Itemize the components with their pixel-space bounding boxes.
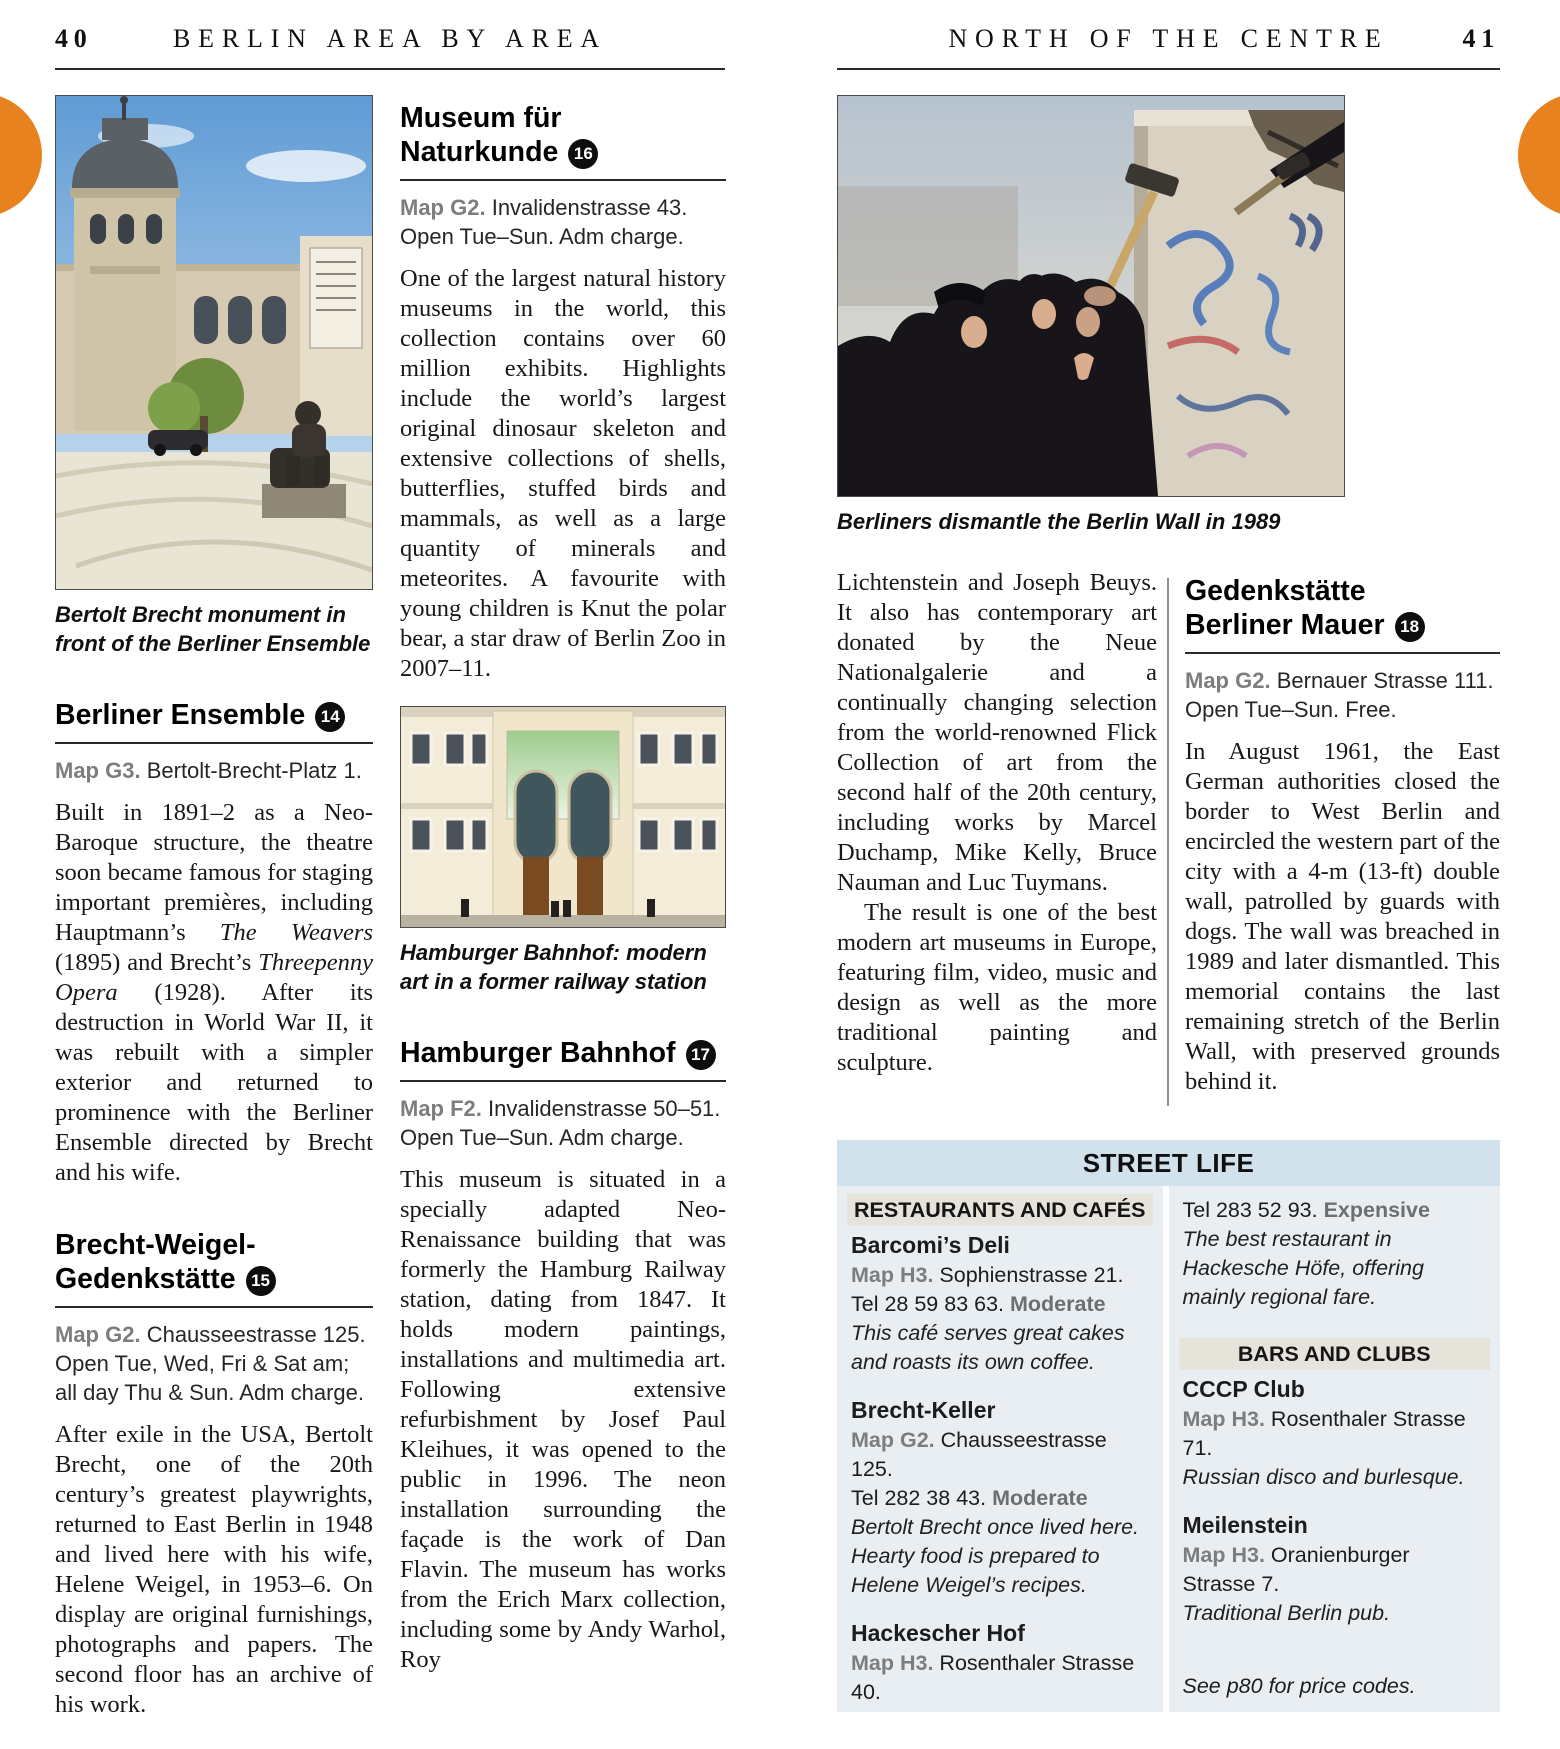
- section-body: After exile in the USA, Bertolt Brecht, one of the 20th century’s greatest playwrights, returned to East Berlin in 1948 and lived here with his wife, Helene Weigel, in 1953–6. On display are original furnishings, photographs and papers. The second floor has an archive of his work.: [55, 1421, 373, 1718]
- section-gedenkstaette: [1185, 574, 1500, 1097]
- list-item-hackescher-hof: [851, 1618, 1149, 1707]
- bars-header: BARS AND CLUBS: [1179, 1338, 1491, 1370]
- brecht-photo-caption: Bertolt Brecht monument in front of the Berliner Ensemble: [55, 602, 371, 656]
- section-rule: [55, 742, 373, 744]
- sight-number-badge: 18: [1395, 612, 1425, 642]
- page-header-right: [837, 24, 1500, 54]
- section-title: Berliner Ensemble 14: [55, 698, 373, 732]
- venue-tel-line: Tel 283 52 93. Expensive: [1182, 1198, 1430, 1222]
- list-item-meilenstein: [1183, 1510, 1487, 1628]
- section-body: Built in 1891–2 as a Neo-Baroque structure, the theatre soon became famous for staging important premières, including Hauptmann’s The Weavers (1895) and Brecht’s Threepenny Opera (1928). After its destruction in World War II, it was rebuilt with a simpler exterior and returned to prominence with the Berliner Ensemble directed by Brecht and his wife.: [55, 799, 373, 1186]
- list-item-hackescher-hof-continued: [1183, 1196, 1487, 1312]
- venue-description: Bertolt Brecht once lived here. Hearty food is prepared to Helene Weigel’s recipes.: [851, 1515, 1140, 1597]
- section-body: One of the largest natural history museums in the world, this collection contains over 60 million exhibits. Highlights include the world’s largest original dinosaur skeleton and extensive collections of shells, butterflies, stuffed birds and mammals, as well as a large quantity of minerals and meteorites. A favourite with young children is Knut the polar bear, a star draw of Berlin Zoo in 2007–11.: [400, 265, 726, 682]
- list-item-barcomis: [851, 1230, 1149, 1377]
- venue-map-line: Map G2. Chausseestrasse 125.: [851, 1428, 1107, 1481]
- venue-name: Hackescher Hof: [851, 1620, 1025, 1646]
- map-info-line: Map G2. Invalidenstrasse 43. Open Tue–Sun. Adm charge.: [400, 195, 688, 249]
- price-badge: Moderate: [992, 1486, 1088, 1510]
- venue-tel-line: Tel 28 59 83 63. Moderate: [851, 1292, 1106, 1316]
- venue-tel-line: Tel 282 38 43. Moderate: [851, 1486, 1088, 1510]
- street-life-title: STREET LIFE: [837, 1140, 1500, 1186]
- right-page-photo-block: [837, 95, 1345, 536]
- hamburger-bahnhof-photo: [400, 706, 726, 928]
- header-rule-left: [55, 68, 725, 70]
- section-title: Gedenkstätte Berliner Mauer 18: [1185, 574, 1500, 642]
- hamburger-bahnhof-figure: [400, 706, 726, 996]
- venue-name: Meilenstein: [1182, 1512, 1308, 1538]
- section-rule: [1185, 652, 1500, 654]
- venue-map-line: Map H3. Oranienburger Strasse 7.: [1182, 1543, 1410, 1596]
- section-berliner-ensemble: [55, 698, 373, 1188]
- section-brecht-weigel: [55, 1228, 373, 1720]
- venue-name: Barcomi’s Deli: [851, 1232, 1010, 1258]
- sight-number-badge: 17: [686, 1040, 716, 1070]
- sight-number-badge: 15: [246, 1266, 276, 1296]
- page-edge-tab-right: [1518, 93, 1560, 217]
- page-number-right: 41: [1462, 24, 1500, 53]
- right-page-column-2: [1185, 568, 1500, 1097]
- street-life-right-column: [1169, 1186, 1501, 1712]
- list-item-brecht-keller: [851, 1395, 1149, 1600]
- price-badge: Expensive: [1323, 1198, 1430, 1222]
- berlin-wall-figure: [837, 95, 1345, 536]
- running-head-right: NORTH OF THE CENTRE: [948, 24, 1389, 53]
- section-rule: [400, 1080, 726, 1082]
- section-naturkunde: [400, 101, 726, 684]
- right-page-column-1: [837, 568, 1157, 1078]
- venue-description: Russian disco and burlesque.: [1182, 1465, 1465, 1489]
- section-hamburger-bahnhof: [400, 1036, 726, 1675]
- bahnhof-photo-caption: Hamburger Bahnhof: modern art in a former railway station: [400, 940, 707, 994]
- continuation-paragraph-2: The result is one of the best modern art museums in Europe, featuring film, video, music and design as well as the more traditional painting and sculpture.: [837, 899, 1157, 1076]
- running-head-left: BERLIN AREA BY AREA: [173, 24, 607, 53]
- venue-description: This café serves great cakes and roasts its own coffee.: [851, 1321, 1125, 1374]
- section-rule: [55, 1306, 373, 1308]
- header-rule-right: [837, 68, 1500, 70]
- page-number-left: 40: [55, 24, 93, 53]
- street-life-box: [837, 1140, 1500, 1712]
- list-item-cccp-club: [1183, 1374, 1487, 1492]
- venue-description: Traditional Berlin pub.: [1182, 1601, 1391, 1625]
- wall-photo-caption: Berliners dismantle the Berlin Wall in 1989: [837, 509, 1281, 534]
- brecht-monument-photo: [55, 95, 373, 590]
- map-info-line: Map G3. Bertolt-Brecht-Platz 1.: [55, 758, 362, 783]
- section-rule: [400, 179, 726, 181]
- column-divider: [1167, 578, 1169, 1106]
- map-info-line: Map G2. Bernauer Strasse 111. Open Tue–Sun. Free.: [1185, 668, 1494, 722]
- price-badge: Moderate: [1010, 1292, 1106, 1316]
- map-info-line: Map F2. Invalidenstrasse 50–51. Open Tue–Sun. Adm charge.: [400, 1096, 721, 1150]
- page-edge-tab-left: [0, 93, 42, 217]
- street-life-left-column: [837, 1186, 1169, 1712]
- price-codes-note: See p80 for price codes.: [1182, 1674, 1416, 1698]
- venue-name: Brecht-Keller: [851, 1397, 996, 1423]
- venue-description: The best restaurant in Hackesche Höfe, offering mainly regional fare.: [1182, 1227, 1424, 1309]
- section-body: In August 1961, the East German authorities closed the border to West Berlin and encircled the western part of the city with a 4-m (13-ft) double wall, patrolled by guards with dogs. The wall was breached in 1989 and later dismantled. This memorial contains the last remaining stretch of the Berlin Wall, with preserved grounds behind it.: [1185, 738, 1500, 1095]
- left-page-column-2: [400, 95, 726, 1675]
- brecht-monument-figure: [55, 95, 373, 658]
- page-header-left: [55, 24, 725, 54]
- section-title: Hamburger Bahnhof 17: [400, 1036, 726, 1070]
- section-body: This museum is situated in a specially adapted Neo-Renaissance building that was formerly the Hamburg Railway station, dating from 1847. It holds modern paintings, installations and multimedia art. Following extensive refurbishment by Josef Paul Kleihues, it was opened to the public in 1996. The neon installation surrounding the façade is the work of Dan Flavin. The museum has works from the Erich Marx collection, including some by Andy Warhol, Roy: [400, 1166, 726, 1673]
- berlin-wall-photo: [837, 95, 1345, 497]
- section-title: Museum für Naturkunde 16: [400, 101, 726, 169]
- restaurants-header: RESTAURANTS AND CAFÉS: [847, 1194, 1153, 1226]
- venue-map-line: Map H3. Rosenthaler Strasse 40.: [851, 1651, 1135, 1704]
- left-page-column-1: [55, 95, 373, 1720]
- venue-map-line: Map H3. Sophienstrasse 21.: [851, 1263, 1124, 1287]
- street-life-columns: [837, 1186, 1500, 1712]
- section-title: Brecht-Weigel- Gedenkstätte 15: [55, 1228, 373, 1296]
- sight-number-badge: 16: [568, 139, 598, 169]
- venue-map-line: Map H3. Rosenthaler Strasse 71.: [1182, 1407, 1466, 1460]
- sight-number-badge: 14: [315, 702, 345, 732]
- venue-name: CCCP Club: [1182, 1376, 1305, 1402]
- map-info-line: Map G2. Chausseestrasse 125. Open Tue, Wed, Fri & Sat am; all day Thu & Sun. Adm charge.: [55, 1322, 366, 1405]
- continuation-paragraph-1: Lichtenstein and Joseph Beuys. It also has contemporary art donated by the Neue Nationalgalerie and a continually changing selection from the world-renowned Flick Collection of art from the second half of the 20th century, including works by Marcel Duchamp, Mike Kelly, Bruce Nauman and Luc Tuymans.: [837, 569, 1157, 896]
